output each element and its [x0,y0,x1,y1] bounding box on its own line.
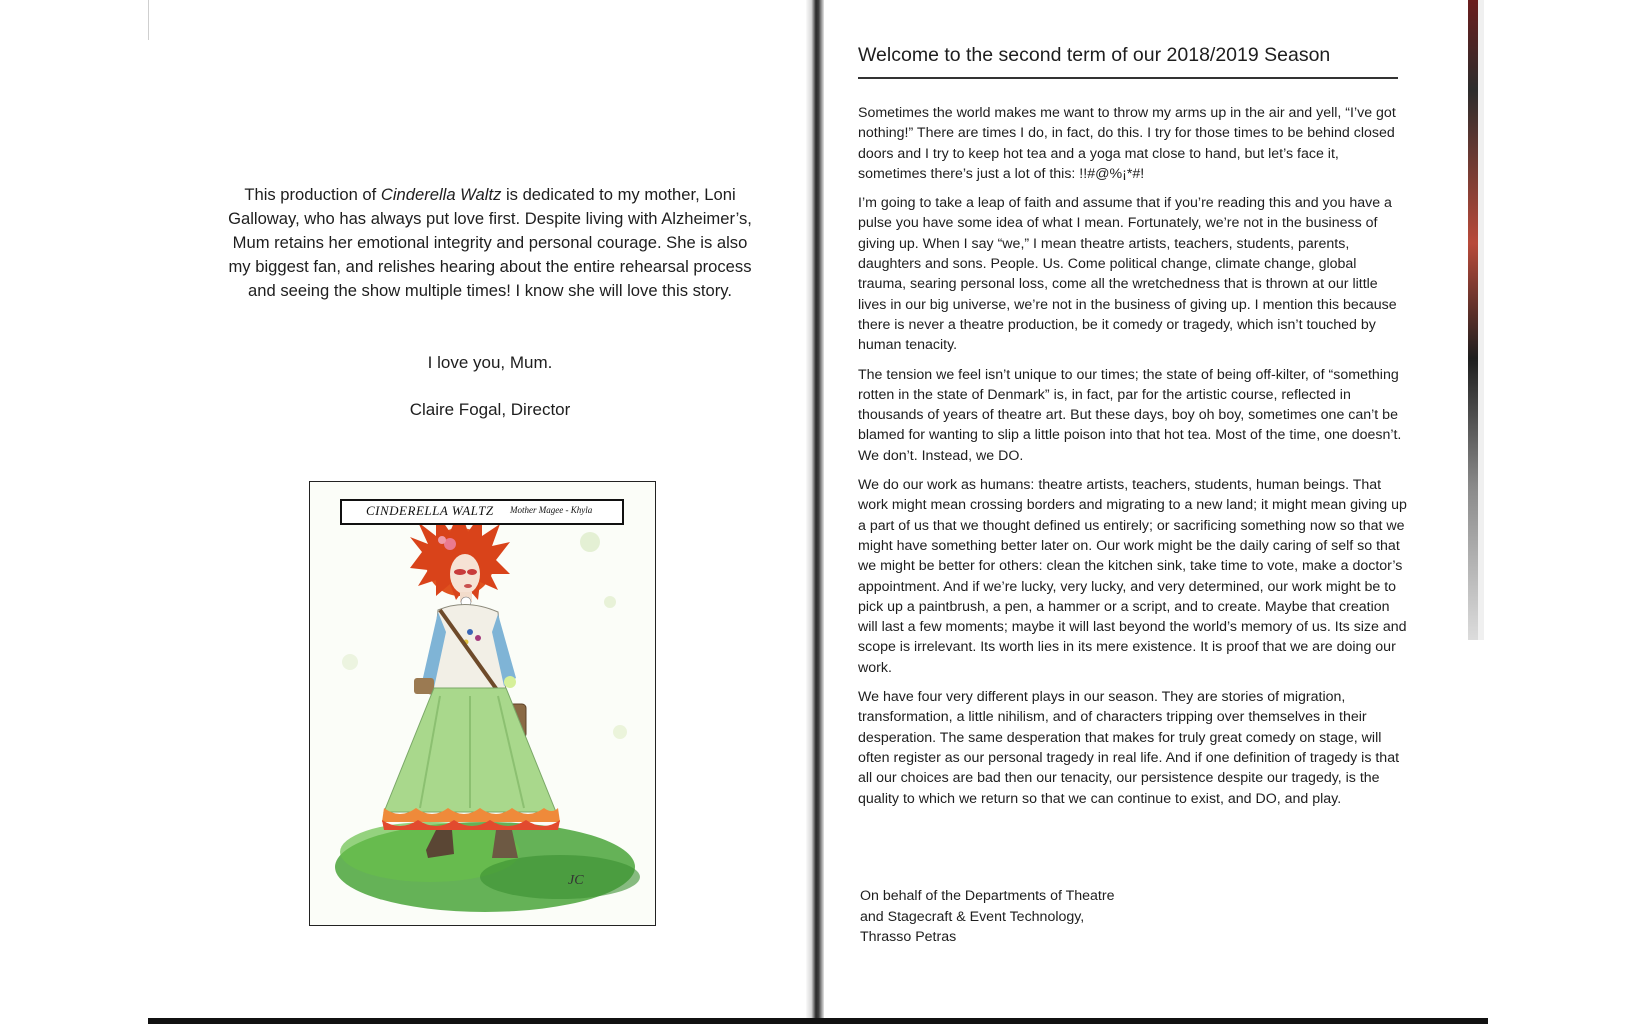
letter-paragraph: The tension we feel isn’t unique to our times; the state of being off-kilter, of “something rotten in the state of Denmark” is, in fact, par for the artistic course, reflected in thousands of years of theatre art. But these days, boy oh boy, sometimes one can’t be blamed for wanting to slip a little poison into that hot tea. Most of the time, one doesn’t. We don’t. Instead, we DO. [858,366,1402,464]
costume-label-box [340,499,624,525]
artist-initials: JC [568,873,584,888]
costume-character-name: Mother Magee - Khyla [510,505,593,515]
welcome-heading: Welcome to the second term of our 2018/2019 Season [858,44,1331,66]
costume-sketch-title: CINDERELLA WALTZ [366,503,494,518]
costume-sketch [309,481,656,926]
bottom-page-edge [148,1018,1488,1024]
welcome-letter [858,103,1408,818]
closing-line: and Stagecraft & Event Technology, [860,908,1085,925]
letter-paragraph: Sometimes the world makes me want to throw my arms up in the air and yell, “I’ve got nothing!” There are times I do, in fact, do this. I try for those times to be behind closed doors and I try to keep hot tea and a yoga mat close to hand, but let’s face it, sometimes there’s just a lot of this: !!#@%¡*#! [858,105,1396,182]
binding-gutter [806,0,824,1024]
director-signature: Claire Fogal, Director [409,400,571,419]
dedication-paragraph [220,183,760,303]
dedication-text-rest: is dedicated to my mother, Loni Galloway, who has always put love first. Despite living with Alzheimer’s, Mum retains her emotional integrity and personal courage. She is also my biggest fan, and relishes hearing about the entire rehearsal process and seeing the show multiple times! I know she will love this story. [228,185,752,300]
next-page-edge [1468,0,1478,640]
letter-paragraph: I’m going to take a leap of faith and assume that if you’re reading this and you have a pulse you have some idea of what I mean. Fortunately, we’re not in the business of giving up. When I say “we,” I mean theatre artists, teachers, students, parents, daughters and sons. People. Us. Come political change, climate change, global trauma, searing personal loss, come all the wretchedness that is thrown at our little lives in our big universe, we’re not in the business of giving up. I mention this because there is never a theatre production, be it comedy or tragedy, which isn’t touched by human tenacity. [858,195,1397,354]
play-title: Cinderella Waltz [380,185,502,204]
letter-closing [860,886,1260,948]
costume-illustration [310,482,655,925]
left-page-edge [148,0,149,40]
letter-paragraph: We have four very different plays in our season. They are stories of migration, transformation, a little nihilism, and of characters tripping over themselves in their desperation. The same desperation that makes for truly great comedy on stage, will often register as our personal tragedy in real life. And if one definition of tragedy is that all our choices are bad then our tenacity, our persistence despite our tragedy, is the quality to which we return so that we can continue to exist, and DO, and play. [858,689,1400,807]
next-page-edge-fade [1478,0,1484,640]
love-line: I love you, Mum. [427,353,553,372]
letter-paragraph: We do our work as humans: theatre artists, teachers, students, human beings. That work might mean crossing borders and migrating to a new land; it might mean giving up a part of us that we thought defined us entirely; or sacrificing something now so that we might have something better later on. Our work might be the daily caring of self so that we might be better for others: clean the kitchen sink, take time to vote, make a doctor’s appointment. And if we’re lucky, very lucky, and very determined, our work might be to pick up a paintbrush, a pen, a hammer or a script, and to create. Maybe that creation will last a few moments; maybe it will last beyond the world’s memory of us. Its size and scope is irrelevant. Its worth lies in its mere existence. It is proof that we are doing our work. [858,477,1407,676]
dedication-text-start: This production of [244,185,381,204]
heading-rule [858,77,1398,79]
closing-line: On behalf of the Departments of Theatre [860,888,1115,904]
closing-signature: Thrasso Petras [860,929,957,945]
